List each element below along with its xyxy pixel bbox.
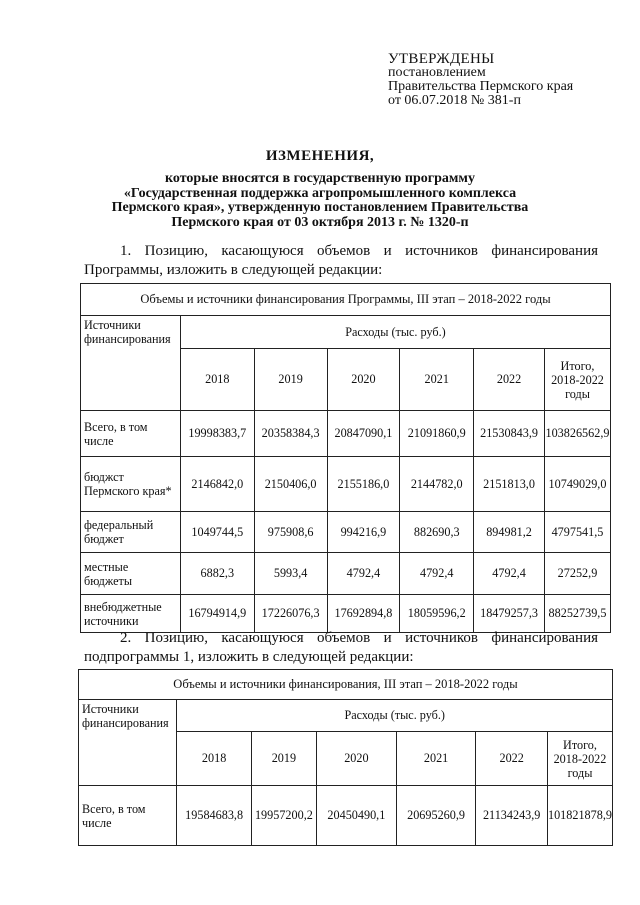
cell-value: 19957200,2 [251,786,316,846]
cell-value: 994216,9 [327,512,400,553]
cell-value: 2155186,0 [327,457,400,512]
cell-value: 17692894,8 [327,595,400,633]
cell-value: 21134243,9 [476,786,548,846]
table-row [79,786,613,846]
cell-value: 4792,4 [400,553,474,595]
document-title: ИЗМЕНЕНИЯ, [265,148,375,164]
cell-value: 2144782,0 [400,457,474,512]
cell-value: 19998383,7 [180,411,254,457]
item-number: 1. [120,243,132,259]
item-1-paragraph [84,242,598,280]
document-subtitle [40,172,600,230]
total-header: Итого, 2018-2022 годы [544,349,610,411]
approval-block [388,52,628,108]
expenses-header: Расходы (тыс. руб.) [177,700,613,732]
approval-line: постановлением [388,65,486,80]
row-label: Всего, в том числе [81,411,181,457]
table-row [81,595,611,633]
cell-value: 20358384,3 [254,411,327,457]
cell-total: 10749029,0 [544,457,610,512]
cell-value: 20695260,9 [396,786,476,846]
cell-value: 16794914,9 [180,595,254,633]
approval-line: Правительства Пермского края [388,79,574,94]
table-caption: Объемы и источники финансирования Программы, III этап – 2018-2022 годы [81,284,611,316]
row-label: бюджст Пермского края* [81,457,181,512]
year-header: 2019 [251,732,316,786]
total-header: Итого, 2018-2022 годы [547,732,612,786]
sources-header: Источники финансирования [81,316,181,411]
expenses-header: Расходы (тыс. руб.) [180,316,610,349]
subtitle-line: которые вносятся в государственную программу [165,171,475,186]
funding-table-subprogram [78,669,613,846]
item-text: Позицию, касающуюся объемов и источников финансирования подпрограммы 1, изложить в следующей редакции: [84,630,598,665]
cell-value: 6882,3 [180,553,254,595]
subtitle-line: Пермского края от 03 октября 2013 г. № 1320-п [171,214,469,230]
cell-value: 20847090,1 [327,411,400,457]
cell-value: 2146842,0 [180,457,254,512]
cell-value: 882690,3 [400,512,474,553]
funding-table-program [80,283,611,633]
year-header: 2019 [254,349,327,411]
year-header: 2022 [476,732,548,786]
table-caption: Объемы и источники финансирования, III этап – 2018-2022 годы [79,670,613,700]
item-2-paragraph [84,629,598,667]
year-header: 2021 [396,732,476,786]
approval-heading: УТВЕРЖДЕНЫ [388,51,495,67]
cell-value: 21530843,9 [474,411,545,457]
year-header: 2021 [400,349,474,411]
subtitle-line: Пермского края», утвержденную постановлением Правительства [111,200,529,216]
year-header: 2020 [327,349,400,411]
year-header: 2018 [177,732,251,786]
cell-total: 27252,9 [544,553,610,595]
row-label: местные бюджеты [81,553,181,595]
row-label: внебюджетные источники [81,595,181,633]
subtitle-line: «Государственная поддержка агропромышленного комплекса [123,185,517,201]
cell-value: 21091860,9 [400,411,474,457]
cell-value: 17226076,3 [254,595,327,633]
row-label: федеральный бюджет [81,512,181,553]
cell-value: 894981,2 [474,512,545,553]
sources-header: Источники финансирования [79,700,177,786]
row-label: Всего, в том числе [79,786,177,846]
table-row [81,411,611,457]
cell-total: 101821878,9 [547,786,612,846]
cell-value: 19584683,8 [177,786,251,846]
cell-value: 2150406,0 [254,457,327,512]
cell-total: 103826562,9 [544,411,610,457]
cell-total: 4797541,5 [544,512,610,553]
cell-value: 975908,6 [254,512,327,553]
year-header: 2022 [474,349,545,411]
table-row [81,553,611,595]
cell-value: 1049744,5 [180,512,254,553]
table-row [81,512,611,553]
cell-value: 18479257,3 [474,595,545,633]
cell-value: 18059596,2 [400,595,474,633]
cell-value: 4792,4 [327,553,400,595]
cell-value: 2151813,0 [474,457,545,512]
cell-value: 20450490,1 [317,786,397,846]
cell-value: 4792,4 [474,553,545,595]
item-text: Позицию, касающуюся объемов и источников финансирования Программы, изложить в следующей редакции: [84,243,598,278]
table-row [81,457,611,512]
cell-total: 88252739,5 [544,595,610,633]
approval-line: от 06.07.2018 № 381-п [388,93,521,108]
year-header: 2018 [180,349,254,411]
year-header: 2020 [317,732,397,786]
cell-value: 5993,4 [254,553,327,595]
item-number: 2. [120,630,132,646]
